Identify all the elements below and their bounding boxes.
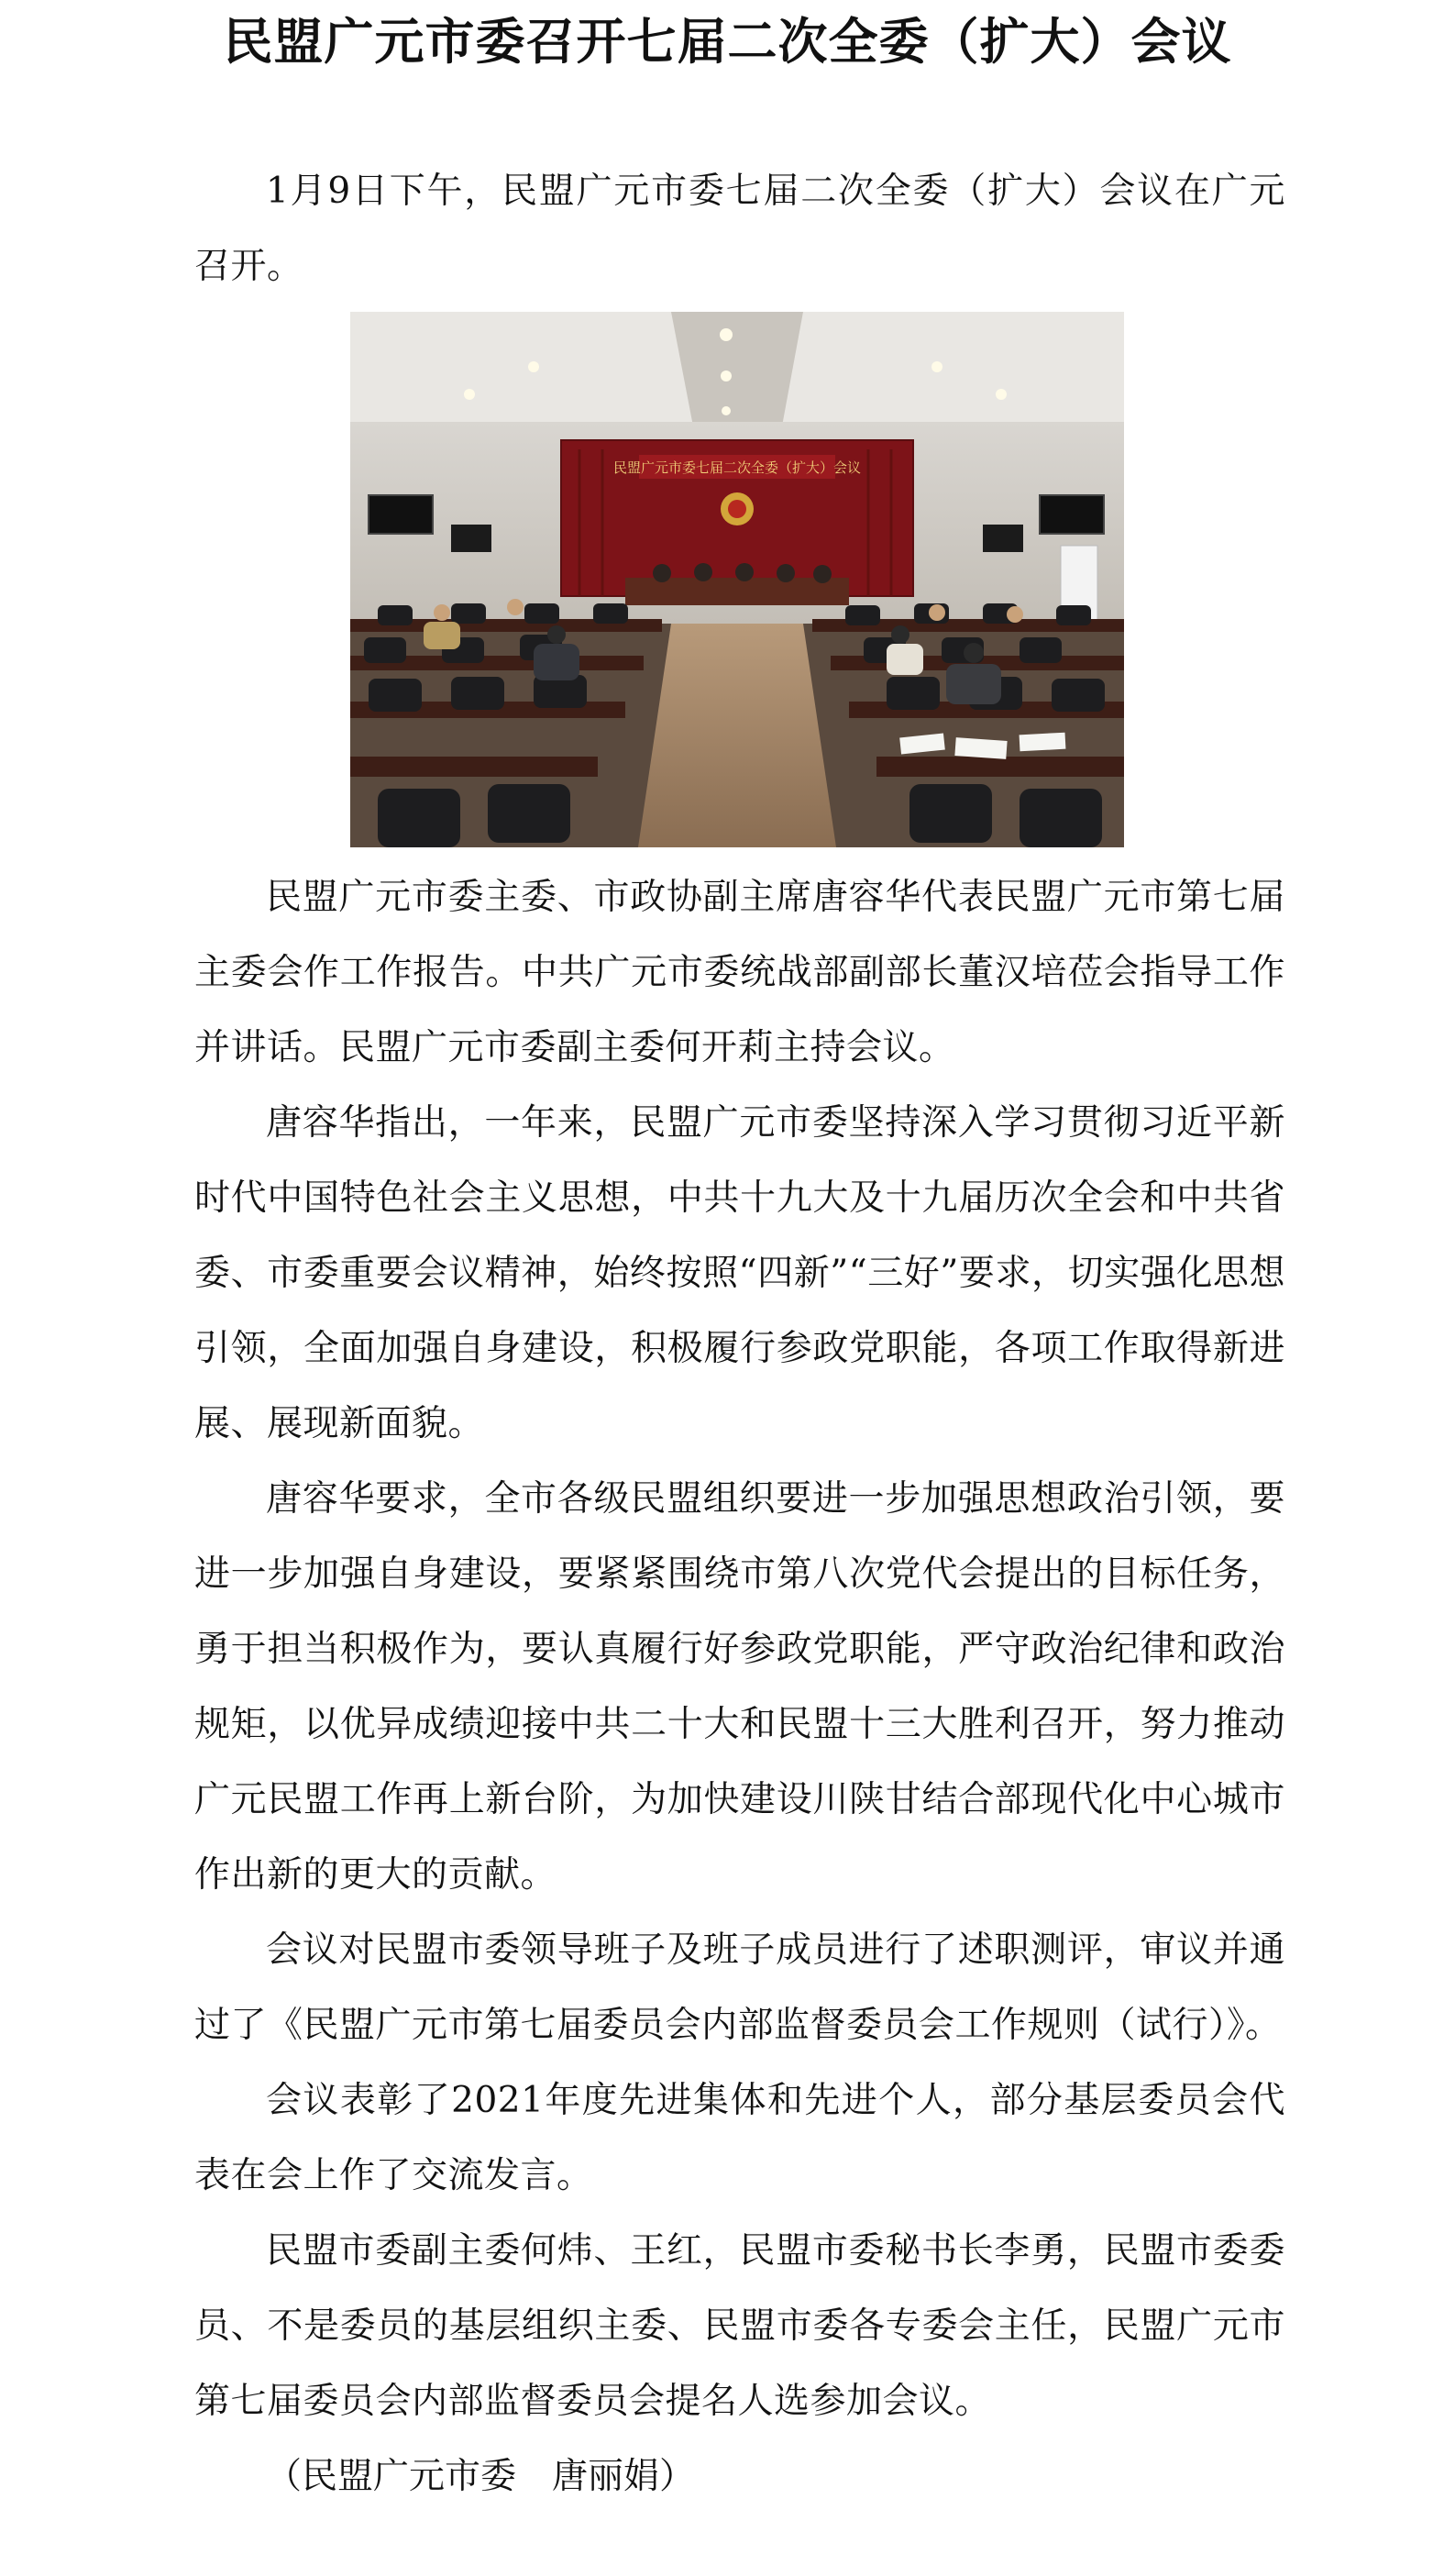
paragraph-requirements: 唐容华要求，全市各级民盟组织要进一步加强思想政治引领，要进一步加强自身建设，要紧紧围绕市第八次党代会提出的目标任务，勇于担当积极作为，要认真履行好参政党职能，严守政治纪律和政治规矩，以优异成绩迎接中共二十大和民盟十三大胜利召开，努力推动广元民盟工作再上新台阶，为加快建设川陕甘结合部现代化中心城市作出新的更大的贡献。 (194, 1478, 1285, 1896)
paragraph-awards: 会议表彰了2021年度先进集体和先进个人，部分基层委员会代表在会上作了交流发言。 (194, 2080, 1285, 2196)
article-credit: （民盟广元市委 唐丽娟） (266, 2456, 696, 2497)
meeting-photo (350, 312, 1124, 847)
article-body (194, 154, 1285, 2515)
meeting-photo-image (350, 312, 1124, 847)
paragraph-evaluation: 会议对民盟市委领导班子及班子成员进行了述职测评，审议并通过了《民盟广元市第七届委员会内部监督委员会工作规则（试行）》。 (194, 1929, 1285, 2046)
paragraph-intro: 1月9日下午，民盟广元市委七届二次全委（扩大）会议在广元召开。 (194, 171, 1285, 287)
paragraph-review: 唐容华指出，一年来，民盟广元市委坚持深入学习贯彻习近平新时代中国特色社会主义思想，中共十九大及十九届历次全会和中共省委、市委重要会议精神，始终按照“四新”“三好”要求，切实强化思想引领，全面加强自身建设，积极履行参政党职能，各项工作取得新进展、展现新面貌。 (194, 1102, 1285, 1444)
photo-banner-text: 民盟广元市委七届二次全委（扩大）会议 (612, 459, 862, 476)
paragraph-report: 民盟广元市委主委、市政协副主席唐容华代表民盟广元市第七届主委会作工作报告。中共广元市委统战部副部长董汉培莅会指导工作并讲话。民盟广元市委副主委何开莉主持会议。 (194, 877, 1285, 1068)
paragraph-attendees: 民盟市委副主委何炜、王红，民盟市委秘书长李勇，民盟市委委员、不是委员的基层组织主委、民盟市委各专委会主任，民盟广元市第七届委员会内部监督委员会提名人选参加会议。 (194, 2230, 1285, 2422)
article-title: 民盟广元市委召开七届二次全委（扩大）会议 (223, 12, 1232, 71)
